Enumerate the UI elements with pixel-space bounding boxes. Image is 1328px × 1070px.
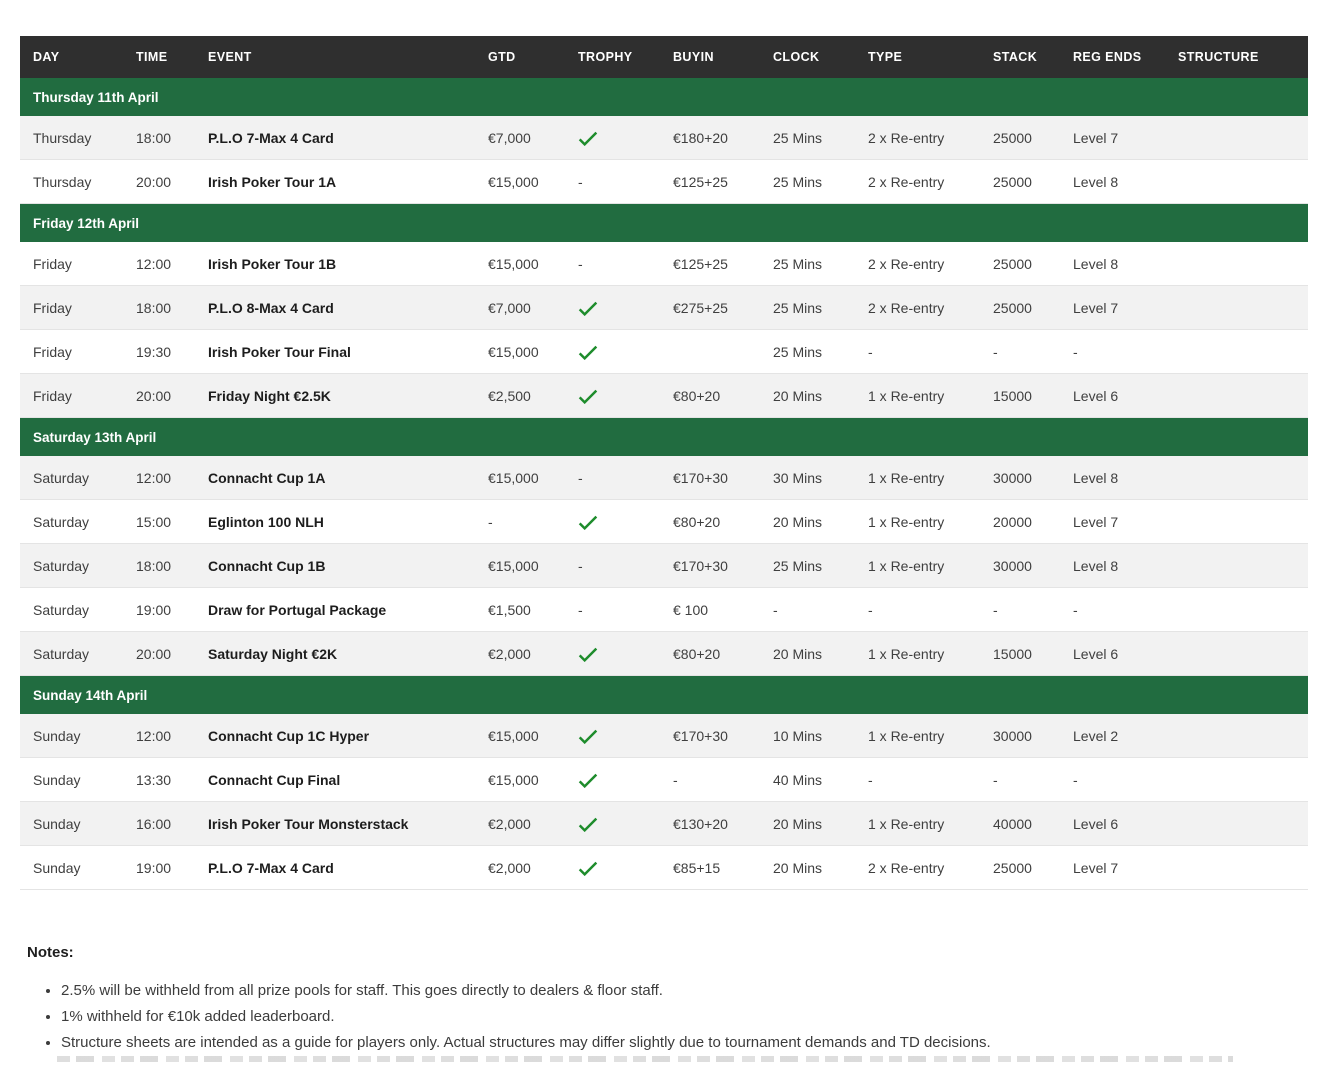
- cell-gtd: -: [475, 500, 565, 544]
- table-header: [20, 36, 1308, 78]
- date-section-label: Thursday 11th April: [20, 78, 1308, 116]
- cell-structure: [1165, 632, 1308, 676]
- cell-buyin: €180+20: [660, 116, 760, 160]
- cell-day: Saturday: [20, 456, 123, 500]
- cell-time: 15:00: [123, 500, 195, 544]
- cell-time: 19:00: [123, 588, 195, 632]
- cell-day: Saturday: [20, 588, 123, 632]
- cell-type: 2 x Re-entry: [855, 242, 980, 286]
- date-section-label: Friday 12th April: [20, 204, 1308, 243]
- event-row: [20, 374, 1308, 418]
- event-row: [20, 330, 1308, 374]
- cell-gtd: €15,000: [475, 160, 565, 204]
- cell-day: Saturday: [20, 632, 123, 676]
- cell-structure: [1165, 160, 1308, 204]
- note-item: • 1% withheld for €10k added leaderboard.: [61, 1007, 1297, 1027]
- cell-time: 12:00: [123, 242, 195, 286]
- cell-trophy: -: [565, 242, 660, 286]
- cell-event: Draw for Portugal Package: [195, 588, 475, 632]
- trophy-check-icon: [578, 817, 598, 832]
- cell-buyin: €170+30: [660, 544, 760, 588]
- cell-type: 1 x Re-entry: [855, 544, 980, 588]
- cell-buyin: €80+20: [660, 500, 760, 544]
- cell-clock: 40 Mins: [760, 758, 855, 802]
- cell-stack: 15000: [980, 374, 1060, 418]
- cell-stack: -: [980, 588, 1060, 632]
- date-section-row: [20, 204, 1308, 243]
- cell-clock: 30 Mins: [760, 456, 855, 500]
- cell-event: Connacht Cup 1C Hyper: [195, 714, 475, 758]
- cell-reg_ends: Level 7: [1060, 286, 1165, 330]
- cell-reg_ends: Level 6: [1060, 632, 1165, 676]
- cell-event: Irish Poker Tour 1B: [195, 242, 475, 286]
- note-item: • Structure sheets are intended as a guide for players only. Actual structures may differ slightly due to tournament demands and TD decisions.: [61, 1033, 1297, 1053]
- cell-trophy: [565, 116, 660, 160]
- cell-stack: -: [980, 758, 1060, 802]
- trophy-check-icon: [578, 647, 598, 662]
- cell-clock: 20 Mins: [760, 374, 855, 418]
- cell-reg_ends: Level 7: [1060, 500, 1165, 544]
- cell-time: 20:00: [123, 374, 195, 418]
- cell-event: Eglinton 100 NLH: [195, 500, 475, 544]
- cell-time: 18:00: [123, 544, 195, 588]
- cell-reg_ends: Level 2: [1060, 714, 1165, 758]
- notes-title: Notes:: [27, 944, 74, 961]
- event-row: [20, 588, 1308, 632]
- cell-buyin: €80+20: [660, 374, 760, 418]
- cell-trophy: -: [565, 160, 660, 204]
- cell-stack: 30000: [980, 714, 1060, 758]
- cell-structure: [1165, 588, 1308, 632]
- date-section-label: Sunday 14th April: [20, 676, 1308, 715]
- cell-buyin: €170+30: [660, 714, 760, 758]
- cell-time: 18:00: [123, 116, 195, 160]
- cell-buyin: € 100: [660, 588, 760, 632]
- cell-event: Friday Night €2.5K: [195, 374, 475, 418]
- cell-type: 1 x Re-entry: [855, 714, 980, 758]
- cell-gtd: €2,000: [475, 846, 565, 890]
- cell-gtd: €15,000: [475, 242, 565, 286]
- cell-day: Sunday: [20, 758, 123, 802]
- cell-time: 12:00: [123, 456, 195, 500]
- cell-buyin: €130+20: [660, 802, 760, 846]
- cell-stack: 15000: [980, 632, 1060, 676]
- trophy-check-icon: [578, 345, 598, 360]
- cell-type: 2 x Re-entry: [855, 116, 980, 160]
- cutoff-text-remnant: [57, 1056, 1233, 1062]
- cell-clock: 20 Mins: [760, 632, 855, 676]
- cell-time: 18:00: [123, 286, 195, 330]
- cell-gtd: €7,000: [475, 286, 565, 330]
- cell-reg_ends: -: [1060, 330, 1165, 374]
- cell-type: 2 x Re-entry: [855, 160, 980, 204]
- cell-stack: 20000: [980, 500, 1060, 544]
- cell-time: 20:00: [123, 632, 195, 676]
- event-row: [20, 116, 1308, 160]
- cell-event: Saturday Night €2K: [195, 632, 475, 676]
- cell-reg_ends: Level 7: [1060, 846, 1165, 890]
- cell-event: Irish Poker Tour 1A: [195, 160, 475, 204]
- column-header-day: DAY: [20, 36, 123, 78]
- cell-stack: 25000: [980, 116, 1060, 160]
- cell-time: 16:00: [123, 802, 195, 846]
- cell-trophy: [565, 330, 660, 374]
- cell-time: 20:00: [123, 160, 195, 204]
- column-header-clock: CLOCK: [760, 36, 855, 78]
- cell-structure: [1165, 116, 1308, 160]
- column-header-reg_ends: REG ENDS: [1060, 36, 1165, 78]
- cell-buyin: €125+25: [660, 160, 760, 204]
- cell-clock: 25 Mins: [760, 116, 855, 160]
- cell-gtd: €7,000: [475, 116, 565, 160]
- cell-event: P.L.O 8-Max 4 Card: [195, 286, 475, 330]
- trophy-check-icon: [578, 389, 598, 404]
- cell-buyin: €125+25: [660, 242, 760, 286]
- trophy-check-icon: [578, 515, 598, 530]
- cell-structure: [1165, 500, 1308, 544]
- cell-reg_ends: Level 7: [1060, 116, 1165, 160]
- cell-clock: 25 Mins: [760, 544, 855, 588]
- column-header-type: TYPE: [855, 36, 980, 78]
- cell-trophy: [565, 758, 660, 802]
- cell-buyin: [660, 330, 760, 374]
- column-header-buyin: BUYIN: [660, 36, 760, 78]
- cell-buyin: €275+25: [660, 286, 760, 330]
- cell-gtd: €2,500: [475, 374, 565, 418]
- cell-reg_ends: Level 8: [1060, 160, 1165, 204]
- cell-structure: [1165, 846, 1308, 890]
- cell-type: 1 x Re-entry: [855, 456, 980, 500]
- cell-structure: [1165, 286, 1308, 330]
- cell-trophy: -: [565, 588, 660, 632]
- cell-structure: [1165, 456, 1308, 500]
- cell-gtd: €2,000: [475, 632, 565, 676]
- cell-time: 12:00: [123, 714, 195, 758]
- event-row: [20, 242, 1308, 286]
- cell-gtd: €15,000: [475, 330, 565, 374]
- cell-event: Connacht Cup 1A: [195, 456, 475, 500]
- cell-type: 2 x Re-entry: [855, 846, 980, 890]
- trophy-check-icon: [578, 773, 598, 788]
- cell-clock: 25 Mins: [760, 160, 855, 204]
- cell-reg_ends: -: [1060, 758, 1165, 802]
- cell-type: 1 x Re-entry: [855, 500, 980, 544]
- event-row: [20, 758, 1308, 802]
- note-item: • 2.5% will be withheld from all prize pools for staff. This goes directly to dealers & floor staff.: [61, 981, 1297, 1001]
- column-header-time: TIME: [123, 36, 195, 78]
- trophy-check-icon: [578, 729, 598, 744]
- cell-type: 1 x Re-entry: [855, 802, 980, 846]
- cell-structure: [1165, 758, 1308, 802]
- cell-clock: -: [760, 588, 855, 632]
- column-header-structure: STRUCTURE: [1165, 36, 1308, 78]
- cell-clock: 20 Mins: [760, 500, 855, 544]
- column-header-stack: STACK: [980, 36, 1060, 78]
- column-header-gtd: GTD: [475, 36, 565, 78]
- cell-day: Friday: [20, 330, 123, 374]
- cell-event: Connacht Cup 1B: [195, 544, 475, 588]
- trophy-check-icon: [578, 301, 598, 316]
- cell-buyin: -: [660, 758, 760, 802]
- cell-day: Saturday: [20, 500, 123, 544]
- cell-day: Thursday: [20, 160, 123, 204]
- event-row: [20, 802, 1308, 846]
- cell-gtd: €15,000: [475, 544, 565, 588]
- cell-day: Saturday: [20, 544, 123, 588]
- cell-event: P.L.O 7-Max 4 Card: [195, 846, 475, 890]
- cell-reg_ends: Level 8: [1060, 456, 1165, 500]
- cell-day: Friday: [20, 286, 123, 330]
- cell-gtd: €15,000: [475, 456, 565, 500]
- cell-reg_ends: Level 6: [1060, 802, 1165, 846]
- cell-reg_ends: -: [1060, 588, 1165, 632]
- cell-event: Connacht Cup Final: [195, 758, 475, 802]
- cell-day: Sunday: [20, 714, 123, 758]
- date-section-row: [20, 78, 1308, 116]
- notes-section: [27, 944, 1297, 1059]
- date-section-label: Saturday 13th April: [20, 418, 1308, 457]
- cell-gtd: €1,500: [475, 588, 565, 632]
- cell-structure: [1165, 374, 1308, 418]
- column-header-event: EVENT: [195, 36, 475, 78]
- cell-trophy: [565, 714, 660, 758]
- cell-stack: -: [980, 330, 1060, 374]
- cell-reg_ends: Level 8: [1060, 242, 1165, 286]
- cell-buyin: €80+20: [660, 632, 760, 676]
- cell-type: -: [855, 588, 980, 632]
- cell-stack: 25000: [980, 286, 1060, 330]
- cell-clock: 10 Mins: [760, 714, 855, 758]
- cell-gtd: €15,000: [475, 758, 565, 802]
- cell-trophy: -: [565, 544, 660, 588]
- cell-trophy: [565, 500, 660, 544]
- trophy-check-icon: [578, 861, 598, 876]
- cell-type: 1 x Re-entry: [855, 374, 980, 418]
- cell-clock: 20 Mins: [760, 802, 855, 846]
- cell-event: Irish Poker Tour Final: [195, 330, 475, 374]
- cell-structure: [1165, 714, 1308, 758]
- cell-structure: [1165, 544, 1308, 588]
- event-row: [20, 846, 1308, 890]
- cell-reg_ends: Level 6: [1060, 374, 1165, 418]
- cell-event: Irish Poker Tour Monsterstack: [195, 802, 475, 846]
- cell-trophy: [565, 802, 660, 846]
- cell-time: 19:30: [123, 330, 195, 374]
- cell-clock: 20 Mins: [760, 846, 855, 890]
- cell-clock: 25 Mins: [760, 330, 855, 374]
- event-row: [20, 544, 1308, 588]
- cell-reg_ends: Level 8: [1060, 544, 1165, 588]
- event-row: [20, 632, 1308, 676]
- event-row: [20, 160, 1308, 204]
- cell-day: Thursday: [20, 116, 123, 160]
- table-header-row: [20, 36, 1308, 78]
- event-row: [20, 456, 1308, 500]
- cell-structure: [1165, 330, 1308, 374]
- cell-stack: 40000: [980, 802, 1060, 846]
- event-row: [20, 714, 1308, 758]
- cell-trophy: -: [565, 456, 660, 500]
- cell-stack: 30000: [980, 456, 1060, 500]
- cell-clock: 25 Mins: [760, 286, 855, 330]
- cell-day: Friday: [20, 374, 123, 418]
- cell-structure: [1165, 242, 1308, 286]
- date-section-row: [20, 418, 1308, 457]
- cell-trophy: [565, 374, 660, 418]
- cell-type: 2 x Re-entry: [855, 286, 980, 330]
- cell-trophy: [565, 286, 660, 330]
- tournament-schedule: [20, 36, 1308, 890]
- cell-buyin: €85+15: [660, 846, 760, 890]
- cell-type: 1 x Re-entry: [855, 632, 980, 676]
- event-row: [20, 286, 1308, 330]
- cell-time: 13:30: [123, 758, 195, 802]
- cell-gtd: €15,000: [475, 714, 565, 758]
- cell-clock: 25 Mins: [760, 242, 855, 286]
- cell-stack: 25000: [980, 160, 1060, 204]
- cell-trophy: [565, 846, 660, 890]
- cell-trophy: [565, 632, 660, 676]
- cell-gtd: €2,000: [475, 802, 565, 846]
- cell-stack: 30000: [980, 544, 1060, 588]
- event-row: [20, 500, 1308, 544]
- column-header-trophy: TROPHY: [565, 36, 660, 78]
- cell-type: -: [855, 330, 980, 374]
- notes-list: [27, 981, 1297, 1053]
- cell-stack: 25000: [980, 846, 1060, 890]
- trophy-check-icon: [578, 131, 598, 146]
- cell-day: Friday: [20, 242, 123, 286]
- table-body: [20, 78, 1308, 890]
- date-section-row: [20, 676, 1308, 715]
- cell-day: Sunday: [20, 802, 123, 846]
- schedule-table: [20, 36, 1308, 890]
- cell-time: 19:00: [123, 846, 195, 890]
- cell-event: P.L.O 7-Max 4 Card: [195, 116, 475, 160]
- cell-structure: [1165, 802, 1308, 846]
- cell-buyin: €170+30: [660, 456, 760, 500]
- cell-type: -: [855, 758, 980, 802]
- cell-day: Sunday: [20, 846, 123, 890]
- cell-stack: 25000: [980, 242, 1060, 286]
